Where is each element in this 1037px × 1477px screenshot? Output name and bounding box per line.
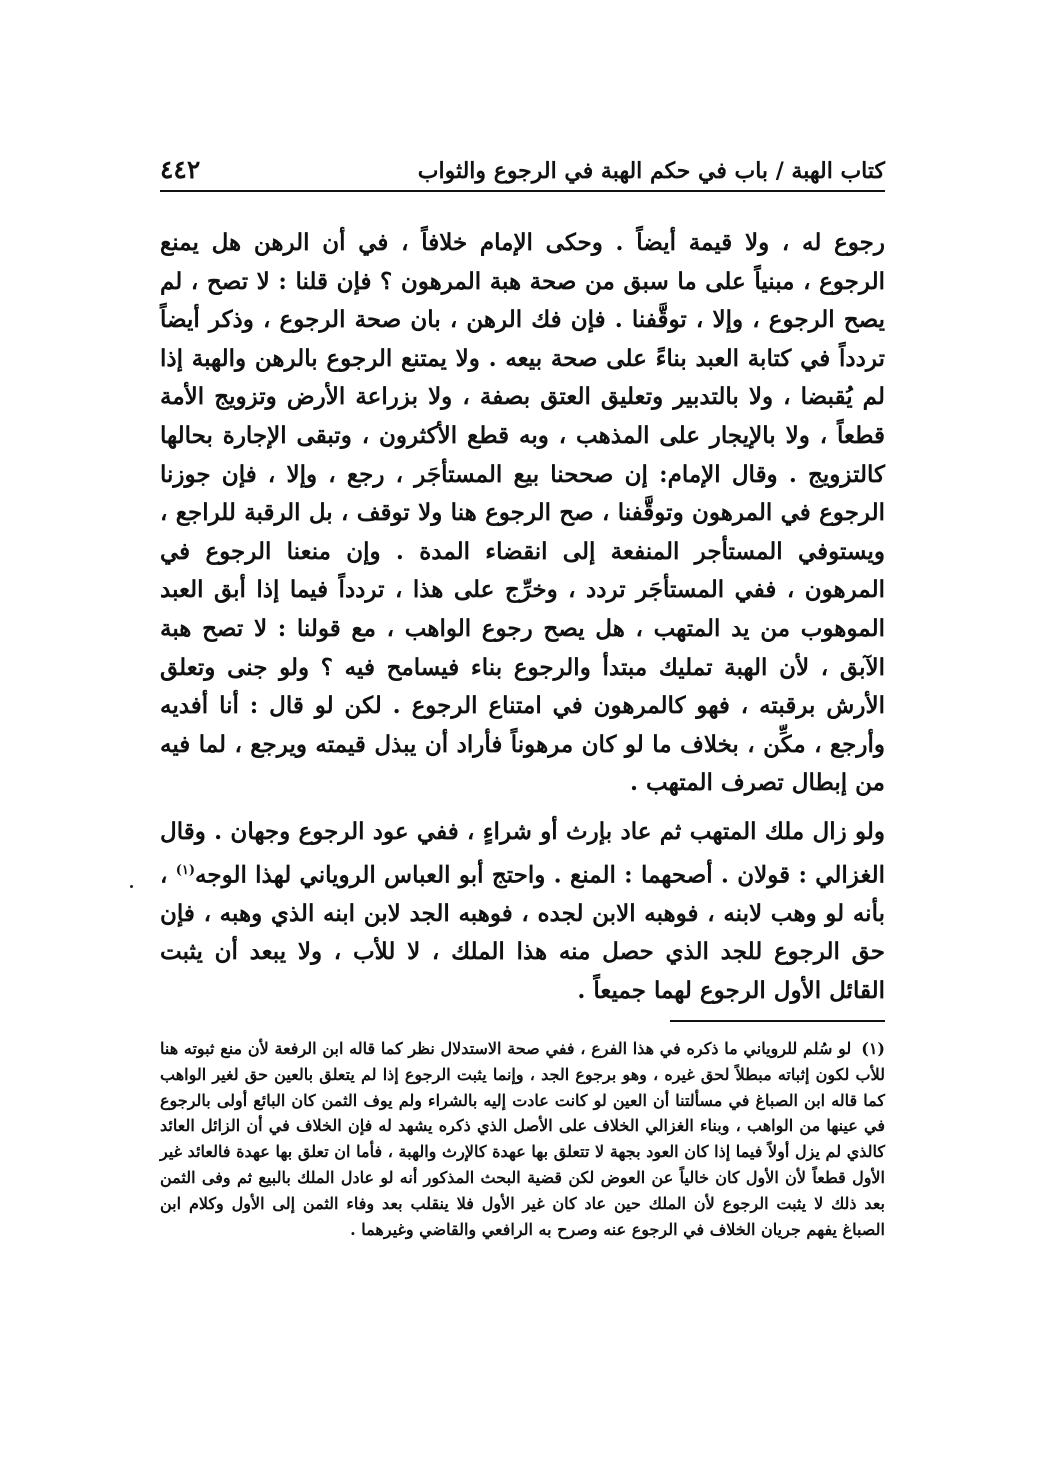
footnote	[160, 1036, 885, 1242]
stray-mark	[130, 885, 133, 888]
page-number: ٤٤٢	[160, 155, 201, 184]
paragraph-2-text: ولو زال ملك المتهب ثم عاد بإرث أو شراءٍ ، ففي عود الرجوع وجهان . وقال الغزالي : قولان . أصحهما : المنع . واحتج أبو العباس الروياني لهذا الوجه	[160, 817, 885, 889]
footnote-text: لو سُلم للروياني ما ذكره في هذا الفرع ، ففي صحة الاستدلال نظر كما قاله ابن الرفعة لأن منع ثبوته هنا للأب لكون إثباته مبطلاً لحق غيره ، وهو برجوع الجد ، وإنما يثبت الرجوع إذا لم يتعلق بالعين حق لغير الواهب كما قاله ابن الصباغ في مسألتنا أن العين لو كانت عادت إليه بالشراء ولم يوف الثمن كان البائع أولى بالرجوع في عينها من الواهب ، وبناء الغزالي الخلاف على الأصل الذي ذكره يشهد له فإن الخلاف في أن الزائل العائد كالذي لم يزل أولاً فيما إذا كان العود بجهة لا تتعلق بها عهدة كالإرث والهبة ، فأما ان تعلق بها عهدة فالعائد غير الأول قطعاً لأن الأول كان خالياً عن العوض لكن قضية البحث المذكور أنه لو عادل الملك بالبيع ثم وفى الثمن بعد ذلك لا يثبت الرجوع لأن الملك حين عاد كان غير الأول فلا ينقلب بعد وفاء الثمن إلى الأول وكلام ابن الصباغ يفهم جريان الخلاف في الرجوع عنه وصرح به الرافعي والقاضي وغيرهما .	[160, 1039, 886, 1239]
running-title: كتاب الهبة / باب في حكم الهبة في الرجوع والثواب	[417, 158, 885, 184]
main-text	[160, 224, 885, 1011]
footnote-separator	[670, 1020, 885, 1022]
paragraph-2	[160, 813, 885, 1011]
footnote-marker: (١)	[861, 1039, 885, 1058]
paragraph-1: رجوع له ، ولا قيمة أيضاً . وحكى الإمام خلافاً ، في أن الرهن هل يمنع الرجوع ، مبنياً على ما سبق من صحة هبة المرهون ؟ فإن قلنا : لا تصح ، لم يصح الرجوع ، وإلا ، توقَّفنا . فإن فك الرهن ، بان صحة الرجوع ، وذكر أيضاً تردداً في كتابة العبد بناءً على صحة بيعه . ولا يمتنع الرجوع بالرهن والهبة إذا لم يُقبضا ، ولا بالتدبير وتعليق العتق بصفة ، ولا بزراعة الأرض وتزويج الأمة قطعاً ، ولا بالإيجار على المذهب ، وبه قطع الأكثرون ، وتبقى الإجارة بحالها كالتزويج . وقال الإمام: إن صححنا بيع المستأجَر ، رجع ، وإلا ، فإن جوزنا الرجوع في المرهون وتوقَّفنا ، صح الرجوع هنا ولا توقف ، بل الرقبة للراجع ، ويستوفي المستأجر المنفعة إلى انقضاء المدة . وإن منعنا الرجوع في المرهون ، ففي المستأجَر تردد ، وخرِّج على هذا ، تردداً فيما إذا أبق العبد الموهوب من يد المتهب ، هل يصح رجوع الواهب ، مع قولنا : لا تصح هبة الآبق ، لأن الهبة تمليك مبتدأ والرجوع بناء فيسامح فيه ؟ ولو جنى وتعلق الأرش برقبته ، فهو كالمرهون في امتناع الرجوع . لكن لو قال : أنا أفديه وأرجع ، مكِّن ، بخلاف ما لو كان مرهوناً فأراد أن يبذل قيمته ويرجع ، لما فيه من إبطال تصرف المتهب .	[160, 229, 886, 797]
page-header	[160, 150, 885, 192]
footnote-reference[interactable]: (١)	[175, 862, 196, 878]
paragraph-2-rest: ، بأنه لو وهب لابنه ، فوهبه الابن لجده ، فوهبه الجد لابن ابنه الذي وهبه ، فإن حق الرجوع للجد الذي حصل منه هذا الملك ، لا للأب ، ولا يبعد أن يثبت القائل الأول الرجوع لهما جميعاً .	[160, 861, 885, 1004]
